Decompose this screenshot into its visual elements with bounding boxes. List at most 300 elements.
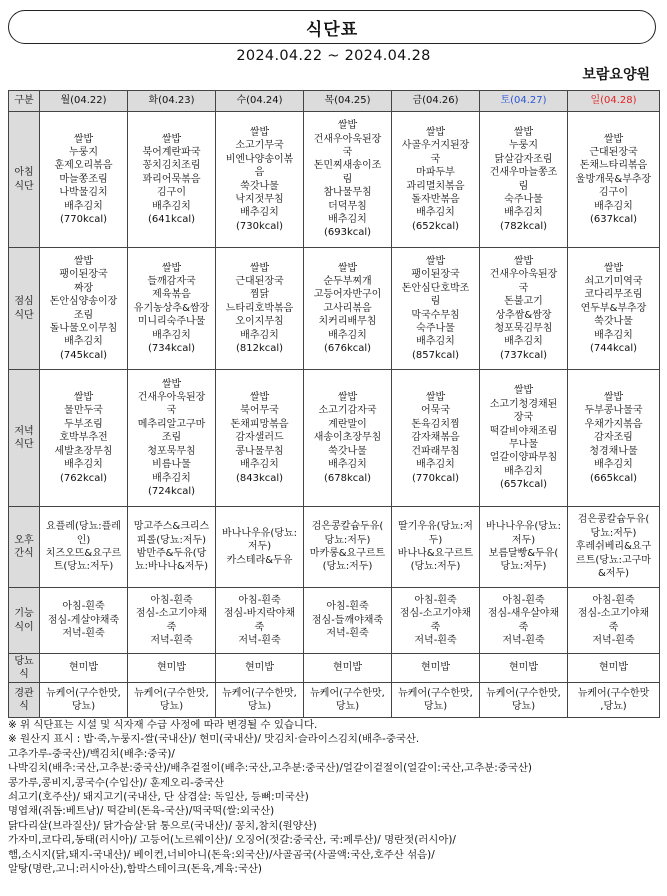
menu-item: 점심-새우살야채 (487, 608, 560, 620)
menu-item: 쌀밥 (425, 392, 446, 404)
menu-item: 바나나&요구르트 (397, 548, 474, 559)
menu-item: 당뇨) (423, 701, 448, 712)
menu-item: 울방개묵&부추장 (575, 173, 652, 185)
menu-item: 당뇨:저두) (500, 561, 547, 573)
menu-item: 배추김치 (240, 459, 279, 471)
menu-item: 쌀밥 (603, 262, 624, 274)
menu-item: 돈민찌새송이조 (313, 160, 382, 172)
menu-item: 비엔나양송이볶 (225, 153, 294, 165)
menu-item: 청포묵무침 (147, 445, 196, 457)
menu-cell (40, 654, 128, 683)
menu-cell (40, 588, 128, 654)
menu-item: 막국수무침 (411, 309, 460, 321)
menu-item: (737kcal) (499, 349, 548, 361)
menu-item: 배추김치 (416, 207, 455, 219)
menu-item: 뉴케어(구수한맛, (398, 687, 473, 699)
menu-item: 어묵국 (421, 405, 450, 417)
menu-item: 쌀밥 (249, 392, 270, 404)
notes-section (8, 718, 663, 876)
menu-item: 저녁-흰죽 (502, 634, 545, 646)
menu-item: 계란말이 (328, 418, 367, 430)
menu-item: 점심-소고기야채 (577, 608, 650, 620)
menu-item: 쌀밥 (73, 255, 94, 267)
menu-item: 소고기감자국 (318, 405, 377, 417)
menu-item: ,당뇨) (600, 701, 627, 712)
menu-item: 배추김치 (152, 329, 191, 341)
menu-item: 소고기청경채된 (489, 398, 558, 410)
menu-item: 카스테라&두유 (226, 554, 293, 566)
menu-item: 당뇨) (511, 701, 536, 712)
menu-cell (128, 248, 216, 370)
menu-cell (304, 683, 392, 718)
row-dinner (9, 370, 660, 507)
column-header-day: 일(04.28) (568, 91, 660, 112)
menu-cell (128, 507, 216, 588)
menu-item: 배추김치 (64, 459, 103, 471)
menu-item: 뉴케어(구수한맛, (222, 687, 297, 699)
menu-item: 현미밥 (599, 662, 628, 674)
menu-cell (216, 588, 304, 654)
menu-item: 감자조림 (594, 432, 633, 444)
menu-item: (745kcal) (59, 349, 108, 361)
note-line: 알탕(명란,고니:러시아산),함박스테이크(돈육,계육:국산) (8, 863, 262, 876)
menu-item: 고등어자반구이 (313, 289, 382, 301)
menu-item: 저녁-흰죽 (326, 628, 369, 640)
menu-item: 뇨:바나나&저두) (134, 561, 209, 573)
menu-item: (693kcal) (323, 227, 372, 239)
menu-item: 바나나우유(당뇨: (222, 527, 297, 539)
row-header-line: 경관 (14, 687, 34, 699)
menu-item: 음 (254, 167, 265, 179)
menu-item: 두) (428, 534, 443, 546)
menu-item: 더덕무침 (328, 200, 367, 212)
row-header-line: 기능 (14, 608, 34, 620)
menu-item: 뉴케어(구수한맛, (486, 687, 561, 699)
menu-item: (734kcal) (147, 343, 196, 355)
menu-item: 배추김치 (504, 336, 543, 348)
menu-item: 청포묵김무침 (494, 322, 553, 334)
menu-item: (당뇨:저두) (410, 561, 461, 573)
menu-item: 현미밥 (509, 662, 538, 674)
menu-item: 배추김치 (416, 336, 455, 348)
menu-item: 국 (166, 405, 177, 417)
menu-item: 미니리숙주나물 (137, 316, 206, 328)
menu-item: 느타리호박볶음 (225, 302, 294, 314)
row-header (9, 683, 40, 718)
menu-cell (40, 112, 128, 248)
menu-cell (392, 507, 480, 588)
menu-item: 후레쉬베리&요구 (575, 541, 652, 553)
note-line: 콩가루,콩비지,콩국수(수입산)/ 훈제오리-중국산 (8, 776, 224, 789)
menu-item: 현미밥 (69, 662, 98, 674)
menu-item: 코다리무조림 (584, 289, 643, 301)
row-header-line: 점심 (14, 296, 34, 308)
menu-item: 현미밥 (157, 662, 186, 674)
row-functional-diet (9, 588, 660, 654)
menu-item: 아침-흰죽 (238, 594, 281, 606)
row-header (9, 588, 40, 654)
menu-item: 아침-흰죽 (502, 594, 545, 606)
menu-item: 쌀밥 (337, 120, 358, 132)
row-breakfast (9, 112, 660, 248)
row-snack (9, 507, 660, 588)
menu-item: 호박부추전 (59, 432, 108, 444)
menu-item: 나박물김치 (59, 187, 108, 199)
menu-cell (480, 683, 568, 718)
menu-item: 꽁치김치조림 (142, 160, 201, 172)
row-header-line: 식 (19, 669, 29, 680)
column-header-day: 수(04.24) (216, 91, 304, 112)
menu-item: 돈안심양송이장 (49, 296, 118, 308)
row-header-line: 식이 (14, 621, 34, 633)
menu-item: 고사리볶음 (323, 302, 372, 314)
menu-item: 뉴케어(구수한맛, (46, 687, 121, 699)
menu-item: 누룽지 (509, 140, 538, 152)
menu-item: (782kcal) (499, 220, 548, 232)
row-diabetic-diet (9, 654, 660, 683)
menu-cell (40, 370, 128, 507)
note-line: 나박김치(배추:국산,고추분:중국산)/배추겉절이(배추:국산,고추분:중국산)/얼갈이겉절이(얼갈이:국산,고추분:중국산) (8, 762, 532, 775)
menu-item: 건새우아욱된장 (489, 269, 558, 281)
row-tube-feeding (9, 683, 660, 718)
menu-cell (216, 683, 304, 718)
menu-cell (568, 683, 660, 718)
menu-item: 배추김치 (328, 214, 367, 226)
menu-item: 콩나물무침 (235, 445, 284, 457)
menu-item: 무나물 (509, 439, 538, 450)
menu-cell (128, 654, 216, 683)
menu-item: 검은콩칼슘두유( (311, 521, 384, 533)
menu-cell (392, 654, 480, 683)
column-header-day: 월(04.22) (40, 91, 128, 112)
menu-item: 뉴케어(구수한맛 (577, 687, 650, 699)
menu-item: 인) (76, 534, 91, 546)
note-line: 햄,소시지(닭,돼지-국내산)/ 베이컨,너비아니(돈육:외국산)/사골곰국(사골액:국산,호주산 섞음)/ (8, 848, 435, 861)
menu-item: 감자샐러드 (235, 432, 284, 444)
menu-item: 청경채나물 (589, 445, 638, 457)
menu-item: (762kcal) (59, 472, 108, 484)
menu-item: 두부조림 (64, 418, 103, 430)
menu-cell (480, 588, 568, 654)
menu-cell (216, 112, 304, 248)
column-header-day: 금(04.26) (392, 91, 480, 112)
menu-item: 돌나물오이무침 (49, 322, 118, 334)
menu-item: 점심-소고기야채 (399, 608, 472, 620)
menu-item: 요플레(당뇨:플레 (46, 521, 121, 533)
menu-item: 쌀밥 (603, 133, 624, 145)
column-header-day: 토(04.27) (480, 91, 568, 112)
menu-item: 유기농상추&쌈장 (133, 302, 210, 314)
menu-item: (657kcal) (499, 479, 548, 491)
menu-cell (216, 248, 304, 370)
menu-cell (480, 248, 568, 370)
menu-item: 쌀밥 (161, 378, 182, 390)
menu-item: 배추김치 (152, 200, 191, 212)
menu-item: 아침-흰죽 (326, 601, 369, 613)
menu-cell (304, 588, 392, 654)
note-line: 가자미,코다리,동태(러시아)/ 고등어(노르웨이산)/ 오징어(젓갈:중국산, 국:페루산)/ 명란젓(러시아)/ (8, 834, 456, 847)
menu-item: 치커리배무침 (318, 316, 377, 328)
menu-item: 돌자반볶음 (411, 193, 460, 205)
menu-item: 당뇨) (247, 701, 272, 712)
menu-item: 배추김치 (240, 329, 279, 341)
menu-item: 당뇨:저두) (590, 527, 637, 539)
menu-cell (304, 112, 392, 248)
menu-item: 저두) (247, 541, 272, 553)
menu-cell (216, 370, 304, 507)
menu-cell (480, 654, 568, 683)
menu-item: 돈채느타리볶음 (579, 160, 648, 172)
menu-item: (744kcal) (589, 343, 638, 355)
menu-item: 쇠고기미역국 (584, 275, 643, 287)
menu-item: (843kcal) (235, 472, 284, 484)
menu-item: 마파두부 (416, 167, 455, 179)
menu-item: 조림 (161, 432, 182, 444)
menu-item: 북어계란파국 (142, 146, 201, 158)
menu-item: 조림 (73, 309, 94, 321)
menu-item: 참나물무침 (323, 187, 372, 199)
menu-cell (40, 683, 128, 718)
row-header (9, 654, 40, 683)
menu-item: 림 (430, 296, 441, 308)
menu-item: 죽 (166, 621, 177, 633)
menu-item: 배추김치 (594, 200, 633, 212)
menu-item: 찜닭 (249, 289, 270, 301)
row-header-line: 아침 (14, 167, 34, 179)
menu-item: (724kcal) (147, 485, 196, 497)
menu-item: 배추김치 (64, 200, 103, 212)
menu-item: 마카롱&요구르트 (309, 548, 386, 559)
menu-item: 돈육김치찜 (411, 418, 460, 430)
menu-item: 죽 (518, 621, 529, 633)
menu-item: 근대된장국 (589, 146, 638, 158)
row-header-line: 식 (19, 701, 29, 712)
menu-item: 저녁-흰죽 (592, 634, 635, 646)
menu-item: 아침-흰죽 (592, 594, 635, 606)
row-header-line: 식단 (14, 439, 34, 450)
menu-item: (당뇨:저두) (322, 561, 373, 573)
menu-item: 떡갈비야채조림 (489, 425, 558, 437)
menu-item: 오이지무침 (235, 316, 284, 328)
note-line: 쇠고기(호주산)/ 돼지고기(국내산, 단 삼겹살: 독일산, 등뼈:미국산) (8, 791, 309, 804)
menu-item: 비름나물 (152, 459, 191, 471)
menu-item: (637kcal) (589, 214, 638, 226)
menu-item: (812kcal) (235, 343, 284, 355)
menu-item: 근대된장국 (235, 275, 284, 287)
menu-item: 쌀밥 (161, 262, 182, 274)
menu-cell (128, 370, 216, 507)
menu-cell (392, 112, 480, 248)
menu-item: 배추김치 (328, 329, 367, 341)
menu-cell (304, 507, 392, 588)
menu-cell (216, 507, 304, 588)
menu-item: 들깨감자국 (147, 275, 196, 287)
menu-cell (480, 507, 568, 588)
row-header (9, 112, 40, 248)
menu-item: 쌀밥 (337, 392, 358, 404)
menu-item: 점심-들깨야채죽 (311, 614, 384, 626)
menu-item: 저녁-흰죽 (238, 634, 281, 646)
menu-item: 사골우거지된장 (401, 140, 470, 152)
menu-item: 당뇨:저두) (324, 534, 371, 546)
menu-item: 감자채볶음 (411, 432, 460, 444)
menu-item: 점심-게살야채죽 (47, 614, 120, 626)
menu-item: 배추김치 (152, 472, 191, 484)
menu-cell (480, 112, 568, 248)
note-line: ※ 원산지 표시 : 밥·죽,누룽지-쌀(국내산)/ 현미(국내산)/ 맛김치·슬라이스김치(배추-중국산. (8, 733, 420, 746)
menu-item: 낙지젓무침 (235, 193, 284, 205)
menu-cell (304, 370, 392, 507)
menu-item: (665kcal) (589, 472, 638, 484)
menu-item: (678kcal) (323, 472, 372, 484)
menu-item: 쌀밥 (513, 385, 534, 397)
menu-item: 건새우마늘쫑조 (489, 167, 558, 179)
menu-item: 림 (518, 180, 529, 192)
menu-item: 아침-흰죽 (414, 594, 457, 606)
menu-item: 배추김치 (240, 207, 279, 219)
menu-item: 쑥갓나물 (328, 445, 367, 457)
menu-item: 팽이된장국 (59, 269, 108, 281)
menu-item: 죽 (254, 621, 265, 633)
row-lunch (9, 248, 660, 370)
menu-cell (568, 112, 660, 248)
menu-item: (652kcal) (411, 220, 460, 232)
menu-item: 돈불고기 (504, 296, 543, 308)
menu-item: &저두) (597, 568, 630, 580)
column-header-category: 구분 (9, 91, 40, 112)
menu-item: 장국 (513, 412, 534, 424)
menu-item: 우채가지볶음 (584, 418, 643, 430)
menu-cell (392, 683, 480, 718)
menu-item: 치즈오뜨&요구르 (45, 548, 122, 559)
menu-item: 세발초장무침 (54, 445, 113, 457)
menu-item: 쌀밥 (249, 262, 270, 274)
menu-cell (480, 370, 568, 507)
menu-item: (641kcal) (147, 214, 196, 226)
menu-cell (216, 654, 304, 683)
menu-cell (568, 370, 660, 507)
menu-item: 돈안심단호박조 (401, 282, 470, 294)
menu-item: 얼갈이양파무침 (489, 452, 558, 464)
row-header (9, 248, 40, 370)
menu-item: 쌀밥 (249, 126, 270, 138)
menu-table (8, 90, 660, 718)
menu-item: 보름달빵&두유( (488, 548, 559, 559)
menu-cell (128, 112, 216, 248)
menu-item: 망고주스&크리스 (133, 521, 210, 533)
menu-cell (392, 370, 480, 507)
menu-item: 쑥갓나물 (594, 316, 633, 328)
menu-item: 국 (342, 146, 353, 158)
row-header-line: 식단 (14, 309, 34, 321)
note-line: 명엽채(쥐돔:베트남)/ 떡갈비(돈육-국산)/떡국떡(쌀:외국산) (8, 805, 275, 818)
menu-item: 쌀밥 (73, 133, 94, 145)
menu-item: 쌀밥 (425, 126, 446, 138)
menu-item: 밤만주&두유(당 (136, 548, 207, 559)
menu-item: (730kcal) (235, 220, 284, 232)
menu-cell (568, 588, 660, 654)
date-range: 2024.04.22 ~ 2024.04.28 (236, 48, 431, 64)
menu-item: 배추김치 (594, 459, 633, 471)
menu-item: 메추리알고구마 (137, 418, 206, 430)
menu-item: 바나나우유(당뇨: (486, 521, 561, 533)
menu-item: 뉴케어(구수한맛, (310, 687, 385, 699)
menu-item: 쑥갓나물 (240, 180, 279, 192)
menu-item: 점심-바지락야채 (223, 608, 296, 620)
menu-item: 피롤(당뇨:저두) (136, 534, 207, 546)
menu-item: 당뇨) (71, 701, 96, 712)
menu-item: 돈채피망볶음 (230, 418, 289, 430)
menu-item: 뉴케어(구수한맛, (134, 687, 209, 699)
menu-item: 숙주나물 (504, 193, 543, 205)
page-title: 식단표 (305, 19, 359, 40)
menu-item: 김구이 (599, 187, 628, 199)
menu-item: 제육볶음 (152, 289, 191, 301)
menu-cell (392, 248, 480, 370)
menu-item: 짜장 (73, 282, 94, 294)
menu-item: 마늘쫑조림 (59, 173, 108, 185)
menu-item: 물만두국 (64, 405, 103, 417)
menu-item: (857kcal) (411, 349, 460, 361)
menu-item: 아침-흰죽 (150, 594, 193, 606)
menu-item: 국 (518, 282, 529, 294)
menu-item: 꽈리어묵볶음 (142, 173, 201, 185)
menu-cell (304, 248, 392, 370)
menu-item: 국 (430, 153, 441, 165)
menu-item: 배추김치 (504, 207, 543, 219)
menu-cell (128, 588, 216, 654)
title-banner (8, 10, 656, 44)
menu-item: 북어무국 (240, 405, 279, 417)
column-header-day: 화(04.23) (128, 91, 216, 112)
row-header (9, 507, 40, 588)
menu-item: 숙주나물 (416, 322, 455, 334)
menu-item: 쌀밥 (603, 392, 624, 404)
note-line: 고추가루-중국산)/백김치(배추:중국)/ (8, 747, 175, 760)
menu-cell (568, 654, 660, 683)
menu-item: 림 (342, 173, 353, 185)
menu-item: 저녁-흰죽 (150, 634, 193, 646)
menu-item: 배추김치 (328, 459, 367, 471)
menu-item: 저두) (511, 534, 536, 546)
menu-item: 현미밥 (421, 662, 450, 674)
menu-item: 건새우아욱된장 (137, 392, 206, 404)
menu-item: 누룽지 (69, 146, 98, 158)
menu-item: 순두부찌개 (323, 275, 372, 287)
menu-item: 배추김치 (594, 329, 633, 341)
note-line: ※ 위 식단표는 시설 및 식자재 수급 사정에 따라 변경될 수 있습니다. (8, 719, 318, 731)
menu-cell (568, 248, 660, 370)
menu-item: (770kcal) (59, 214, 108, 226)
menu-cell (128, 683, 216, 718)
menu-item: 닭살감자조림 (494, 153, 553, 165)
menu-item: 쌀밥 (161, 133, 182, 145)
facility-name: 보람요양원 (582, 67, 650, 83)
menu-item: 배추김치 (64, 336, 103, 348)
menu-item: 죽 (608, 621, 619, 633)
menu-item: 쌀밥 (425, 255, 446, 267)
menu-item: 딸기우유(당뇨:저 (398, 521, 473, 533)
row-header-line: 간식 (14, 548, 34, 559)
menu-item: 소고기무국 (235, 140, 284, 152)
menu-item: 르트(당뇨:고구마 (576, 554, 651, 566)
menu-item: 당뇨) (159, 701, 184, 712)
menu-item: 연두부&부추장 (580, 302, 647, 314)
menu-cell (304, 654, 392, 683)
menu-item: (676kcal) (323, 343, 372, 355)
menu-cell (392, 588, 480, 654)
menu-item: 건파래무침 (411, 445, 460, 457)
